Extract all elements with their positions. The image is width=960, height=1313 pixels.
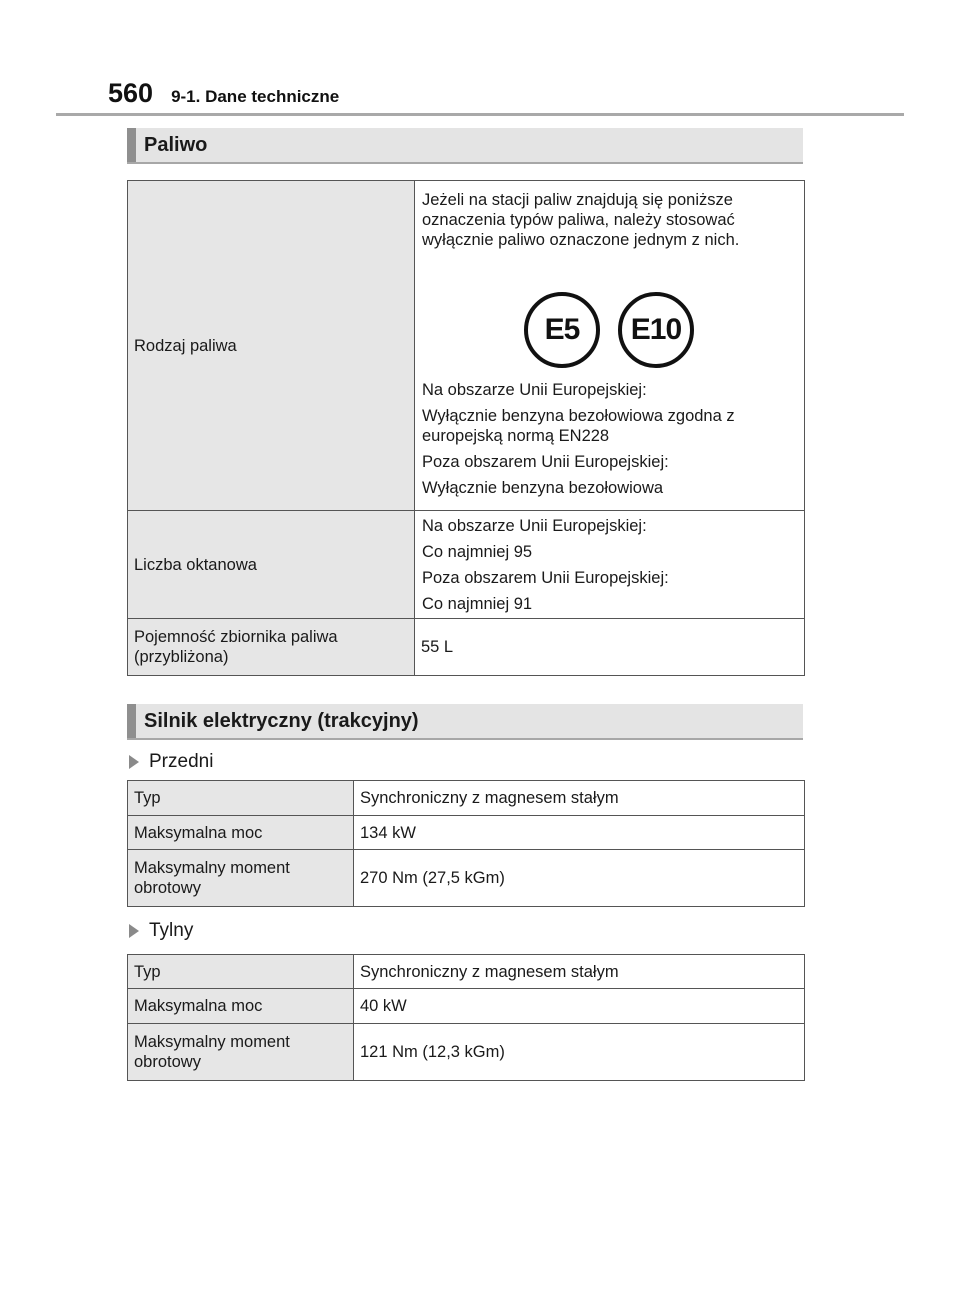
table-row [128,781,805,816]
fuel-type-line: Na obszarze Unii Europejskiej: [422,381,647,399]
row-label: Maksymalny moment obrotowy [128,850,354,907]
fuel-badges [422,292,796,368]
table-row [128,511,805,619]
fuel-type-value [415,181,805,511]
heading-bar [127,128,136,162]
subsection-title: Przedni [149,751,214,772]
front-motor-table [127,780,805,907]
triangle-bullet-icon [129,755,139,769]
section-title: Silnik elektryczny (trakcyjny) [144,709,419,732]
e5-badge-icon: E5 [524,292,600,368]
subsection-title: Tylny [149,920,194,941]
row-label: Maksymalna moc [128,989,354,1024]
octane-line: Co najmniej 91 [422,594,533,613]
row-label: Maksymalny moment obrotowy [128,1024,354,1081]
fuel-type-label: Rodzaj paliwa [128,181,415,511]
fuel-type-intro: Jeżeli na stacji paliw znajdują się poniższe oznaczenia typów paliwa, należy stosować wyłącznie paliwo oznaczone jednym z nich. [422,191,740,249]
rear-motor-table [127,954,805,1081]
subsection-front [129,751,213,773]
table-row [128,989,805,1024]
row-label: Typ [128,781,354,816]
row-value: 121 Nm (12,3 kGm) [354,1024,805,1081]
page-header [108,78,339,109]
row-label: Typ [128,955,354,989]
octane-line: Co najmniej 95 [422,542,533,561]
row-value: 134 kW [354,816,805,850]
row-value: 40 kW [354,989,805,1024]
table-row [128,619,805,676]
section-heading-motor [127,704,803,740]
row-value: Synchroniczny z magnesem stałym [354,781,805,816]
fuel-type-line: Poza obszarem Unii Europejskiej: [422,453,669,471]
capacity-value: 55 L [415,619,805,676]
row-value: 270 Nm (27,5 kGm) [354,850,805,907]
table-row [128,1024,805,1081]
section-heading-fuel [127,128,803,164]
octane-line: Na obszarze Unii Europejskiej: [422,516,647,535]
capacity-label: Pojemność zbiornika paliwa (przybliżona) [128,619,415,676]
row-label: Maksymalna moc [128,816,354,850]
row-value: Synchroniczny z magnesem stałym [354,955,805,989]
subsection-rear [129,920,193,942]
fuel-table [127,180,805,676]
page-number: 560 [108,78,154,108]
octane-line: Poza obszarem Unii Europejskiej: [422,568,669,587]
chapter-title: 9-1. Dane techniczne [171,87,340,106]
table-row [128,181,805,511]
header-rule [56,113,904,116]
e10-badge-icon: E10 [618,292,694,368]
triangle-bullet-icon [129,924,139,938]
section-title: Paliwo [144,133,208,156]
table-row [128,816,805,850]
table-row [128,955,805,989]
octane-label: Liczba oktanowa [128,511,415,619]
table-row [128,850,805,907]
heading-bar [127,704,136,738]
fuel-type-line: Wyłącznie benzyna bezołowiowa [422,479,664,497]
fuel-type-line: Wyłącznie benzyna bezołowiowa zgodna z europejską normą EN228 [422,407,735,445]
octane-value [415,511,805,619]
